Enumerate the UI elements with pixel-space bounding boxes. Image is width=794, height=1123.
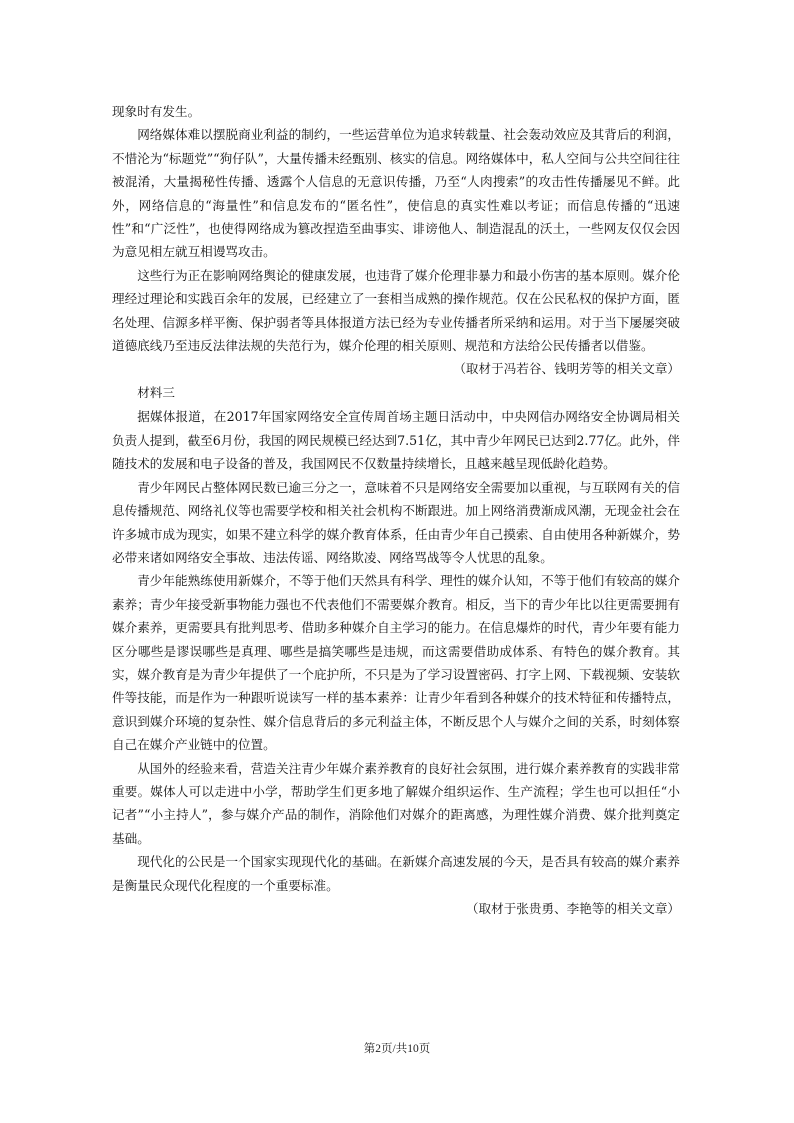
- paragraph-continued: 现象时有发生。: [112, 104, 201, 119]
- paragraph: 现代化的公民是一个国家实现现代化的基础。在新媒介高速发展的今天，是否具有较高的媒介素养是衡量民众现代化程度的一个重要标准。: [112, 854, 680, 893]
- material-heading: 材料三: [137, 385, 175, 401]
- paragraph: 据媒体报道，在2017年国家网络安全宣传周首场主题日活动中，中央网信办网络安全协调局相关负责人提到，截至6月份，我国的网民规模已经达到7.51亿，其中青少年网民已达到2.77亿。此外，伴随技术的发展和电子设备的普及，我国网民不仅数量持续增长，且越来越呈现低龄化趋势。: [112, 409, 680, 472]
- paragraph: 青少年网民占整体网民数已逾三分之一，意味着不只是网络安全需要加以重视，与互联网有关的信息传播规范、网络礼仪等也需要学校和相关社会机构不断跟进。加上网络消费渐成风潮，无现金社会在许多城市成为现实，如果不建立科学的媒介教育体系，任由青少年自己摸索、自由使用各种新媒介，势必带来诸如网络安全事故、违法传谣、网络欺凌、网络骂战等令人忧思的乱象。: [112, 479, 680, 565]
- paragraph: 从国外的经验来看，营造关注青少年媒介素养教育的良好社会氛围，进行媒介素养教育的实践非常重要。媒体人可以走进中小学，帮助学生们更多地了解媒介组织运作、生产流程；学生也可以担任“小记者”“小主持人”，参与媒介产品的制作，消除他们对媒介的距离感，为理性媒介消费、媒介批判奠定基础。: [112, 760, 680, 846]
- paragraph: 网络媒体难以摆脱商业利益的制约，一些运营单位为追求转载量、社会轰动效应及其背后的利润，不惜沦为“标题党”“狗仔队”，大量传播未经甄别、核实的信息。网络媒体中，私人空间与公共空间往往被混淆，大量揭秘性传播、透露个人信息的无意识传播，乃至“人肉搜索”的攻击性传播屡见不鲜。此外，网络信息的“海量性”和信息发布的“匿名性”，使信息的真实性难以考证；而信息传播的“迅速性”和“广泛性”，也使得网络成为篡改捏造至曲事实、诽谤他人、制造混乱的沃土，一些网友仅仅会因为意见相左就互相谩骂攻击。: [112, 127, 680, 260]
- paragraph: 青少年能熟练使用新媒介，不等于他们天然具有科学、理性的媒介认知，不等于他们有较高的媒介素养；青少年接受新事物能力强也不代表他们不需要媒介教育。相反，当下的青少年比以往更需要拥有媒介素养，更需要具有批判思考、借助多种媒介自主学习的能力。在信息爆炸的时代，青少年要有能力区分哪些是谬误哪些是真理、哪些是搞笑哪些是违规，而这需要借助成体系、有特色的媒介教育。其实，媒介教育是为青少年提供了一个庇护所，不只是为了学习设置密码、打字上网、下载视频、安装软件等技能，而是作为一种跟听说读写一样的基本素养：让青少年看到各种媒介的技术特征和传播特点，意识到媒介环境的复杂性、媒介信息背后的多元利益主体，不断反思个人与媒介之间的关系，时刻体察自己在媒介产业链中的位置。: [112, 573, 680, 753]
- source-citation: （取材于张贵勇、李艳等的相关文章）: [465, 901, 680, 916]
- document-body: [112, 100, 680, 921]
- source-citation: （取材于冯若谷、钱明芳等的相关文章）: [453, 361, 680, 377]
- page-footer: 第2页/共10页: [363, 1043, 431, 1055]
- paragraph: 这些行为正在影响网络舆论的健康发展，也违背了媒介伦理非暴力和最小伤害的基本原则。媒介伦理经过理论和实践百余年的发展，已经建立了一套相当成熟的操作规范。仅在公民私权的保护方面，匿名处理、信源多样平衡、保护弱者等具体报道方法已经为专业传播者所采纳和运用。对于当下屡屡突破道德底线乃至违反法律法规的失范行为，媒介伦理的相关原则、规范和方法给公民传播者以借鉴。: [112, 267, 680, 354]
